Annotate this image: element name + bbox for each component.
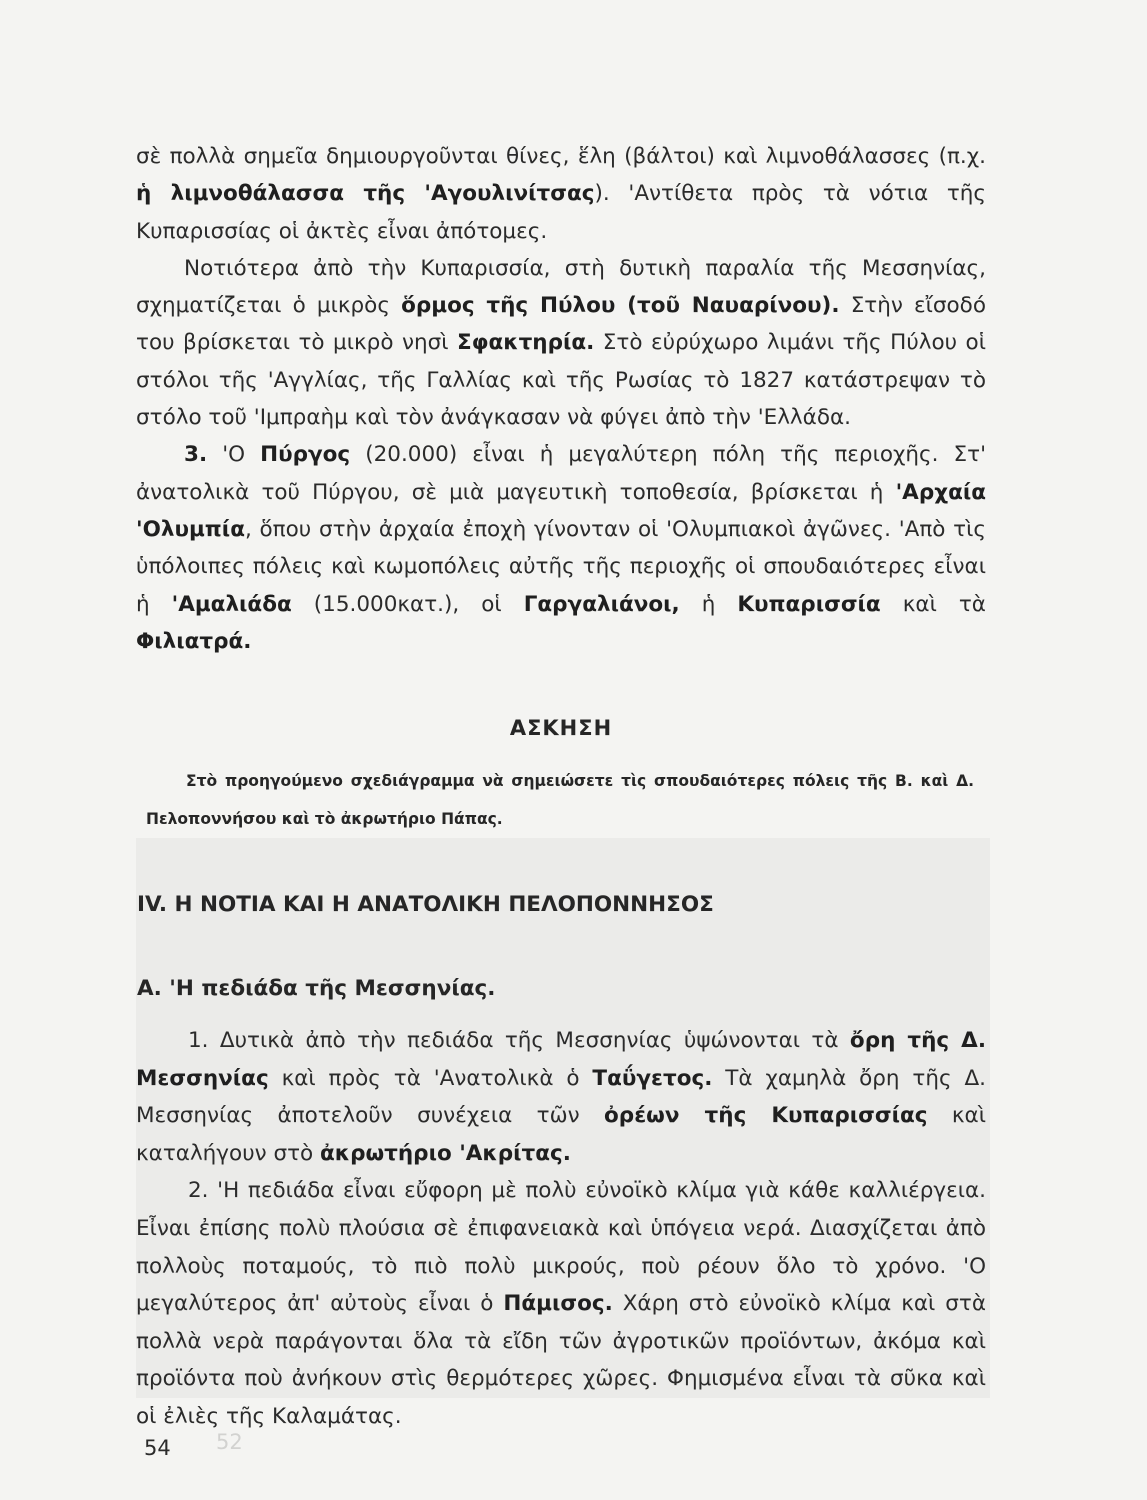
text-span: σὲ πολλὰ σημεῖα δημιουργοῦνται θίνες, ἕλη (βάλτοι) καὶ λιμνοθάλασσες (π.χ. [136,144,986,169]
bold-term: ὅρμος τῆς Πύλου (τοῦ Ναυαρίνου). [401,293,840,319]
text-span: Χάρη στὸ εὐνοϊκὸ κλίμα καὶ στὰ πολλὰ νερὰ παράγονται ὅλα τὰ εἴδη τῶν ἀγροτικῶν προϊόντων, ἀκόμα καὶ προϊόντα ποὺ ἀνήκουν στὶς θερμότερες χῶρες. Φημισμένα εἶναι τὰ σῦκα καὶ οἱ ἐλιὲς τῆς Καλαμάτας. [136,1291,986,1429]
text-span: 'Ο [207,442,261,468]
bleed-through-page-number: 52 [216,1430,243,1454]
text-span: , ὅπου στὴν ἀρχαία ἐποχὴ γίνονταν οἱ 'Ολυμπιακοὶ ἀγῶνες. 'Απὸ τὶς ὑπόλοιπες πόλεις καὶ κωμοπόλεις αὐτῆς τῆς περιοχῆς οἱ σπουδαιότερες εἶναι ἡ [136,516,986,617]
exercise-heading: ΑΣΚΗΣΗ [509,716,613,740]
text-span: καὶ πρὸς τὰ 'Ανατολικὰ ὁ [268,1065,593,1091]
bottom-text-block [136,1022,986,1436]
text-span: Δυτικὰ ἀπὸ τὴν πεδιάδα τῆς Μεσσηνίας ὑψώνονται τὰ [208,1028,850,1053]
text-span: ). 'Αντίθετα πρὸς τὰ νότια τῆς Κυπαρισσίας οἱ ἀκτὲς εἶναι ἀπότομες. [136,181,987,244]
text-span: 'Η πεδιάδα εἶναι εὔφορη μὲ πολὺ εὐνοϊκὸ κλίμα γιὰ κάθε καλλιέργεια. Εἶναι ἐπίσης πολὺ πλούσια σὲ ἐπιφανειακὰ καὶ ὑπόγεια νερά. Διασχίζεται ἀπὸ πολλοὺς ποταμούς, τὸ πιὸ πολὺ μικρούς, ποὺ ρέουν ὅλο τὸ χρόνο. 'Ο μεγαλύτερος ἀπ' αὐτοὺς εἶναι ὁ [136,1178,986,1317]
paragraph-plain [136,1172,986,1435]
bold-term: ὄρη τῆς Δ. Μεσσηνίας [136,1028,986,1091]
paragraph-mountains [136,1022,986,1172]
bold-term: Πύργος [260,442,351,468]
text-span: καὶ καταλήγουν στὸ [136,1103,986,1166]
bold-term: Σφακτηρία. [457,330,595,356]
bold-term: ὀρέων τῆς Κυπαρισσίας [604,1103,928,1129]
bold-term: 'Αρχαία 'Ολυμπία [136,479,986,542]
text-span: καὶ τὰ [880,591,986,617]
paragraph-lagoons [136,138,986,250]
paragraph-number: 2. [188,1178,209,1204]
text-span: Τὰ χαμηλὰ ὄρη τῆς Δ. Μεσσηνίας ἀποτελοῦν συνέχεια τῶν [136,1065,987,1129]
paragraph-number: 1. [188,1028,209,1053]
bold-term: Κυπαρισσία [737,591,881,617]
exercise-instructions: Στὸ προηγούμενο σχεδιάγραμμα νὰ σημειώσετε τὶς σπουδαιότερες πόλεις τῆς Β. καὶ Δ. Πελοποννήσου καὶ τὸ ἀκρωτήριο Πάπας. [146,772,974,828]
bold-term: Ταΰγετος. [592,1065,713,1091]
text-span: Στὴν εἴσοδό του βρίσκεται τὸ μικρὸ νησὶ [136,293,986,356]
text-span: (20.000) εἶναι ἡ μεγαλύτερη πόλη τῆς περιοχῆς. Στ' ἀνατολικὰ τοῦ Πύργου, σὲ μιὰ μαγευτικὴ τοποθεσία, βρίσκεται ἡ [136,442,986,505]
paragraph-pyrgos [136,436,986,660]
bold-term: ἡ λιμνοθάλασσα τῆς 'Αγουλινίτσας [136,181,595,207]
bold-term: Φιλιατρά. [136,628,252,654]
section-heading: IV. Η ΝΟΤΙΑ ΚΑΙ Η ΑΝΑΤΟΛΙΚΗ ΠΕΛΟΠΟΝΝΗΣΟΣ [137,892,714,917]
bold-term: ἀκρωτήριο 'Ακρίτας. [320,1140,571,1166]
top-text-block [136,138,986,660]
text-span: ἡ [679,591,738,617]
paragraph-number: 3. [184,442,208,468]
subsection-heading: Α. 'Η πεδιάδα τῆς Μεσσηνίας. [137,976,496,1001]
page-number: 54 [144,1436,171,1460]
text-span: Στὸ εὐρύχωρο λιμάνι τῆς Πύλου οἱ στόλοι τῆς 'Αγγλίας, τῆς Γαλλίας καὶ τῆς Ρωσίας τὸ 1827 κατάστρεψαν τὸ στόλο τοῦ 'Ιμπραὴμ καὶ τὸν ἀνάγκασαν νὰ φύγει ἀπὸ τὴν 'Ελλάδα. [136,330,986,431]
bold-term: Γαργαλιάνοι, [523,591,680,617]
text-span: (15.000κατ.), οἱ [291,591,524,617]
bold-term: 'Αμαλιάδα [171,591,292,617]
text-span: Νοτιότερα ἀπὸ τὴν Κυπαρισσία, στὴ δυτικὴ παραλία τῆς Μεσσηνίας, σχηματίζεται ὁ μικρὸς [136,255,986,319]
bold-term: Πάμισος. [503,1291,613,1317]
paragraph-pylos [136,250,986,436]
